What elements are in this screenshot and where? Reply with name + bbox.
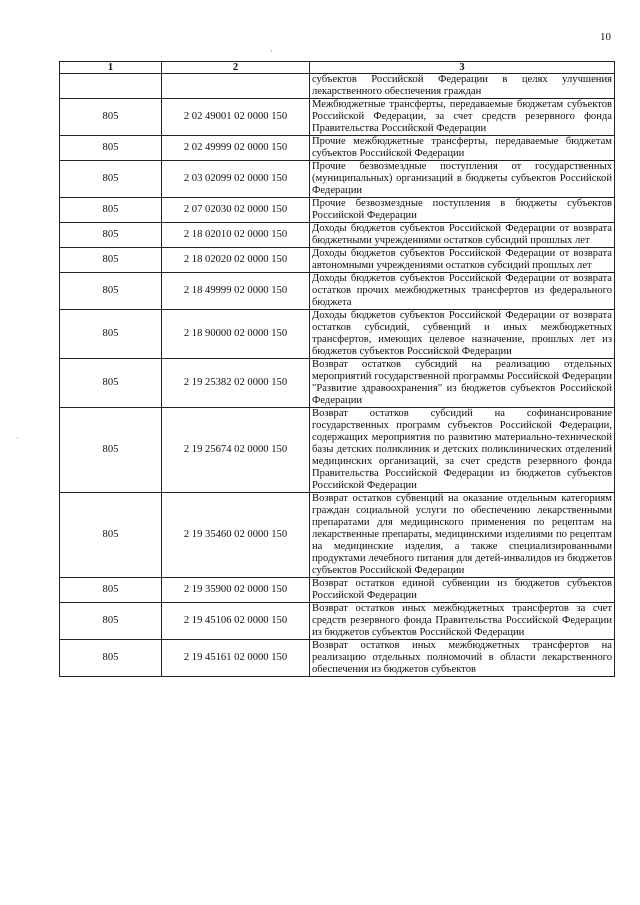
table-row bbox=[60, 408, 615, 493]
admin-code-cell: 805 bbox=[60, 603, 162, 640]
table-row bbox=[60, 310, 615, 359]
description-cell: Доходы бюджетов субъектов Российской Федерации от возврата автономными учреждениями остатков субсидий прошлых лет bbox=[310, 248, 615, 273]
description-cell: субъектов Российской Федерации в целях улучшения лекарственного обеспечения граждан bbox=[310, 74, 615, 99]
revenue-codes-table bbox=[59, 61, 615, 677]
revenue-code-cell: 2 19 45161 02 0000 150 bbox=[162, 640, 310, 677]
admin-code-cell: 805 bbox=[60, 273, 162, 310]
admin-code-cell: 805 bbox=[60, 578, 162, 603]
table-header-row bbox=[60, 62, 615, 74]
table-body bbox=[60, 74, 615, 677]
revenue-code-cell bbox=[162, 74, 310, 99]
admin-code-cell: 805 bbox=[60, 408, 162, 493]
scan-speck: · bbox=[270, 47, 273, 56]
admin-code-cell: 805 bbox=[60, 136, 162, 161]
description-cell: Доходы бюджетов субъектов Российской Федерации от возврата бюджетными учреждениями остатков субсидий прошлых лет bbox=[310, 223, 615, 248]
table-row bbox=[60, 74, 615, 99]
description-cell: Возврат остатков субсидий на реализацию отдельных мероприятий государственной программы Российской Федерации "Развитие здравоохранения" из бюджетов субъектов Российской Федерации bbox=[310, 359, 615, 408]
revenue-code-cell: 2 02 49999 02 0000 150 bbox=[162, 136, 310, 161]
admin-code-cell: 805 bbox=[60, 493, 162, 578]
scan-speck: ˈ bbox=[16, 436, 19, 445]
revenue-code-cell: 2 18 90000 02 0000 150 bbox=[162, 310, 310, 359]
table-row bbox=[60, 198, 615, 223]
description-cell: Доходы бюджетов субъектов Российской Федерации от возврата остатков субсидий, субвенций и иных межбюджетных трансфертов, имеющих целевое назначение, прошлых лет из бюджетов субъектов Российской Федерации bbox=[310, 310, 615, 359]
table-row bbox=[60, 248, 615, 273]
description-cell: Возврат остатков единой субвенции из бюджетов субъектов Российской Федерации bbox=[310, 578, 615, 603]
table-row bbox=[60, 640, 615, 677]
admin-code-cell: 805 bbox=[60, 99, 162, 136]
admin-code-cell bbox=[60, 74, 162, 99]
revenue-code-cell: 2 19 35460 02 0000 150 bbox=[162, 493, 310, 578]
description-cell: Доходы бюджетов субъектов Российской Федерации от возврата остатков прочих межбюджетных трансфертов из федерального бюджета bbox=[310, 273, 615, 310]
admin-code-cell: 805 bbox=[60, 640, 162, 677]
table-row bbox=[60, 161, 615, 198]
admin-code-cell: 805 bbox=[60, 310, 162, 359]
revenue-code-cell: 2 19 35900 02 0000 150 bbox=[162, 578, 310, 603]
revenue-code-cell: 2 02 49001 02 0000 150 bbox=[162, 99, 310, 136]
revenue-code-cell: 2 18 02010 02 0000 150 bbox=[162, 223, 310, 248]
table-row bbox=[60, 136, 615, 161]
revenue-code-cell: 2 03 02099 02 0000 150 bbox=[162, 161, 310, 198]
admin-code-cell: 805 bbox=[60, 161, 162, 198]
admin-code-cell: 805 bbox=[60, 248, 162, 273]
table-row bbox=[60, 603, 615, 640]
header-col-3: 3 bbox=[310, 62, 615, 74]
revenue-code-cell: 2 07 02030 02 0000 150 bbox=[162, 198, 310, 223]
description-cell: Возврат остатков субсидий на софинансирование государственных программ субъектов Российской Федерации, содержащих мероприятия по развитию материально-технической базы детских поликлиник и детских поликлинических отделений медицинских организаций, за счет средств резервного фонда Правительства Российской Федерации из бюджетов субъектов Российской Федерации bbox=[310, 408, 615, 493]
description-cell: Возврат остатков иных межбюджетных трансфертов за счет средств резервного фонда Правительства Российской Федерации из бюджетов субъектов Российской Федерации bbox=[310, 603, 615, 640]
table-row bbox=[60, 223, 615, 248]
revenue-code-cell: 2 18 02020 02 0000 150 bbox=[162, 248, 310, 273]
table-row bbox=[60, 359, 615, 408]
description-cell: Возврат остатков субвенций на оказание отдельным категориям граждан социальной услуги по обеспечению лекарственными препаратами для медицинского применения по рецептам на лекарственные препараты, медицинскими изделиями по рецептам на медицинские изделия, а также специализированными продуктами лечебного питания для детей-инвалидов из бюджетов субъектов Российской Федерации bbox=[310, 493, 615, 578]
page-number: 10 bbox=[600, 31, 611, 43]
table-row bbox=[60, 99, 615, 136]
description-cell: Прочие безвозмездные поступления от государственных (муниципальных) организаций в бюджеты субъектов Российской Федерации bbox=[310, 161, 615, 198]
table-row bbox=[60, 273, 615, 310]
admin-code-cell: 805 bbox=[60, 359, 162, 408]
revenue-code-cell: 2 18 49999 02 0000 150 bbox=[162, 273, 310, 310]
description-cell: Прочие межбюджетные трансферты, передаваемые бюджетам субъектов Российской Федерации bbox=[310, 136, 615, 161]
revenue-code-cell: 2 19 25674 02 0000 150 bbox=[162, 408, 310, 493]
header-col-1: 1 bbox=[60, 62, 162, 74]
admin-code-cell: 805 bbox=[60, 198, 162, 223]
admin-code-cell: 805 bbox=[60, 223, 162, 248]
revenue-code-cell: 2 19 25382 02 0000 150 bbox=[162, 359, 310, 408]
revenue-code-cell: 2 19 45106 02 0000 150 bbox=[162, 603, 310, 640]
description-cell: Возврат остатков иных межбюджетных трансфертов на реализацию отдельных полномочий в области лекарственного обеспечения из бюджетов субъектов bbox=[310, 640, 615, 677]
description-cell: Межбюджетные трансферты, передаваемые бюджетам субъектов Российской Федерации, за счет средств резервного фонда Правительства Российской Федерации bbox=[310, 99, 615, 136]
description-cell: Прочие безвозмездные поступления в бюджеты субъектов Российской Федерации bbox=[310, 198, 615, 223]
header-col-2: 2 bbox=[162, 62, 310, 74]
table-row bbox=[60, 578, 615, 603]
table-row bbox=[60, 493, 615, 578]
